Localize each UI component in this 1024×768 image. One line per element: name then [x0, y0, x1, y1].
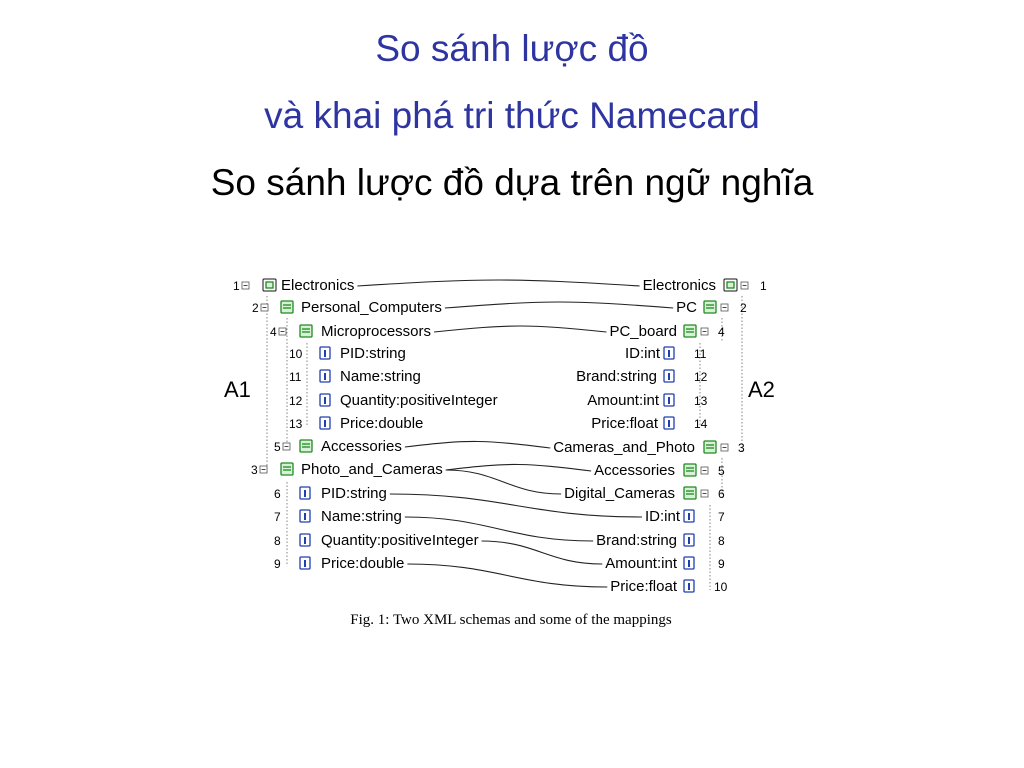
- a2-node-row[interactable]: [625, 345, 707, 362]
- a1-node-row[interactable]: [289, 368, 421, 385]
- a2-node-number: 3: [738, 441, 745, 455]
- a1-node-label: Electronics: [281, 277, 355, 294]
- a1-node-number: 13: [289, 417, 303, 431]
- a1-node-number: 10: [289, 347, 303, 361]
- mapping-line: [446, 464, 591, 471]
- a1-node-label: PID:string: [340, 345, 406, 362]
- a2-node-label: Amount:int: [587, 392, 659, 409]
- a2-node-number: 1: [760, 279, 767, 293]
- a1-node-number: 2: [252, 301, 259, 315]
- a1-node-row[interactable]: [274, 555, 404, 572]
- mapping-line: [445, 302, 673, 308]
- a1-node-row[interactable]: [289, 345, 406, 362]
- attribute-icon: [664, 370, 674, 382]
- schema-root-icon: [263, 279, 276, 291]
- a1-node-row[interactable]: [270, 323, 431, 340]
- collapse-toggle-icon[interactable]: [701, 467, 708, 474]
- a2-node-row[interactable]: [596, 532, 725, 549]
- element-icon: [684, 325, 696, 337]
- a1-node-row[interactable]: [274, 438, 402, 455]
- attribute-icon: [684, 534, 694, 546]
- a2-node-number: 13: [694, 394, 708, 408]
- collapse-toggle-icon[interactable]: [261, 304, 268, 311]
- a2-node-label: Cameras_and_Photo: [553, 439, 695, 456]
- a1-node-row[interactable]: [252, 299, 442, 316]
- attribute-icon: [664, 417, 674, 429]
- a1-node-label: Quantity:positiveInteger: [321, 532, 479, 549]
- element-icon: [684, 487, 696, 499]
- attribute-icon: [664, 394, 674, 406]
- a2-node-label: Electronics: [642, 277, 716, 294]
- a2-node-label: ID:int: [644, 508, 680, 525]
- a2-node-row[interactable]: [553, 439, 745, 456]
- a2-node-number: 2: [740, 301, 747, 315]
- schema-root-icon: [724, 279, 737, 291]
- a1-node-row[interactable]: [251, 461, 443, 478]
- a1-node-label: Name:string: [340, 368, 421, 385]
- element-icon: [281, 463, 293, 475]
- a2-node-label: PC_board: [609, 323, 677, 340]
- schema-a1-tree: [233, 277, 498, 572]
- collapse-toggle-icon[interactable]: [701, 328, 708, 335]
- a2-node-number: 11: [694, 347, 707, 361]
- a2-node-label: PC: [676, 299, 697, 316]
- mapping-line: [405, 441, 550, 448]
- element-icon: [704, 301, 716, 313]
- figure-caption: Fig. 1: Two XML schemas and some of the mappings: [350, 612, 672, 628]
- collapse-toggle-icon[interactable]: [721, 304, 728, 311]
- a2-node-label: Price:float: [610, 578, 677, 595]
- a1-node-label: Accessories: [321, 438, 402, 455]
- a1-node-number: 4: [270, 325, 277, 339]
- a1-node-label: PID:string: [321, 485, 387, 502]
- a1-node-label: Photo_and_Cameras: [301, 461, 443, 478]
- a2-node-number: 10: [714, 580, 728, 594]
- attribute-icon: [300, 510, 310, 522]
- a1-node-row[interactable]: [274, 485, 387, 502]
- attribute-icon: [320, 370, 330, 382]
- a1-node-row[interactable]: [289, 415, 423, 432]
- a1-node-row[interactable]: [233, 277, 354, 294]
- a2-node-row[interactable]: [587, 392, 707, 409]
- slide-title-line-1: So sánh lược đồ: [375, 28, 649, 69]
- collapse-toggle-icon[interactable]: [741, 282, 748, 289]
- schema-a1-label: A1: [224, 377, 251, 402]
- a1-node-number: 1: [233, 279, 240, 293]
- a2-node-row[interactable]: [591, 415, 707, 432]
- collapse-toggle-icon[interactable]: [283, 443, 290, 450]
- a2-node-label: Brand:string: [596, 532, 677, 549]
- a2-node-label: ID:int: [624, 345, 660, 362]
- a2-node-number: 5: [718, 464, 725, 478]
- attribute-icon: [300, 557, 310, 569]
- a2-node-label: Brand:string: [576, 368, 657, 385]
- element-icon: [300, 325, 312, 337]
- collapse-toggle-icon[interactable]: [260, 466, 267, 473]
- element-icon: [684, 464, 696, 476]
- attribute-icon: [300, 487, 310, 499]
- collapse-toggle-icon[interactable]: [721, 444, 728, 451]
- attribute-icon: [684, 557, 694, 569]
- a2-node-row[interactable]: [609, 323, 725, 340]
- collapse-toggle-icon[interactable]: [279, 328, 286, 335]
- collapse-toggle-icon[interactable]: [701, 490, 708, 497]
- a1-node-row[interactable]: [274, 508, 402, 525]
- a1-node-label: Price:double: [321, 555, 405, 572]
- element-icon: [300, 440, 312, 452]
- a1-node-label: Name:string: [321, 508, 402, 525]
- a1-node-label: Price:double: [340, 415, 424, 432]
- a1-node-row[interactable]: [289, 392, 498, 409]
- a1-node-row[interactable]: [274, 532, 479, 549]
- a2-node-label: Amount:int: [605, 555, 677, 572]
- slide-title-line-2: và khai phá tri thức Namecard: [264, 95, 760, 136]
- attribute-icon: [684, 510, 694, 522]
- mapping-line: [446, 470, 561, 494]
- a1-node-label: Quantity:positiveInteger: [340, 392, 498, 409]
- mapping-line: [434, 326, 606, 332]
- schema-a2-tree: [553, 277, 767, 595]
- a2-node-row[interactable]: [645, 508, 725, 525]
- a2-node-number: 7: [718, 510, 725, 524]
- a1-node-label: Personal_Computers: [301, 299, 442, 316]
- attribute-icon: [320, 347, 330, 359]
- a2-node-row[interactable]: [643, 277, 767, 294]
- a1-node-number: 8: [274, 534, 281, 548]
- a2-node-row[interactable]: [576, 368, 708, 385]
- element-icon: [281, 301, 293, 313]
- mapping-line: [482, 541, 603, 564]
- a1-node-number: 3: [251, 463, 258, 477]
- a2-node-label: Accessories: [594, 462, 675, 479]
- attribute-icon: [300, 534, 310, 546]
- a1-node-number: 12: [289, 394, 303, 408]
- a2-node-number: 12: [694, 370, 708, 384]
- a1-node-number: 7: [274, 510, 281, 524]
- schema-a2-label: A2: [748, 377, 775, 402]
- a2-node-number: 4: [718, 325, 725, 339]
- a2-node-number: 6: [718, 487, 725, 501]
- mapping-line: [357, 280, 639, 286]
- mapping-line: [407, 564, 607, 587]
- collapse-toggle-icon[interactable]: [242, 282, 249, 289]
- a2-node-label: Digital_Cameras: [564, 485, 675, 502]
- a2-node-number: 9: [718, 557, 725, 571]
- attribute-icon: [684, 580, 694, 592]
- a2-node-row[interactable]: [676, 299, 747, 316]
- attribute-icon: [320, 394, 330, 406]
- attribute-icon: [664, 347, 674, 359]
- a1-node-number: 9: [274, 557, 281, 571]
- a2-node-label: Price:float: [591, 415, 658, 432]
- element-icon: [704, 441, 716, 453]
- a2-node-row[interactable]: [564, 485, 725, 502]
- a2-node-row[interactable]: [594, 462, 725, 479]
- slide-subtitle: So sánh lược đồ dựa trên ngữ nghĩa: [210, 162, 814, 203]
- a2-node-number: 8: [718, 534, 725, 548]
- attribute-icon: [320, 417, 330, 429]
- a1-node-number: 5: [274, 440, 281, 454]
- a1-node-number: 6: [274, 487, 281, 501]
- a1-node-label: Microprocessors: [321, 323, 432, 340]
- a1-node-number: 11: [289, 370, 302, 384]
- a2-node-number: 14: [694, 417, 708, 431]
- a2-node-row[interactable]: [605, 555, 725, 572]
